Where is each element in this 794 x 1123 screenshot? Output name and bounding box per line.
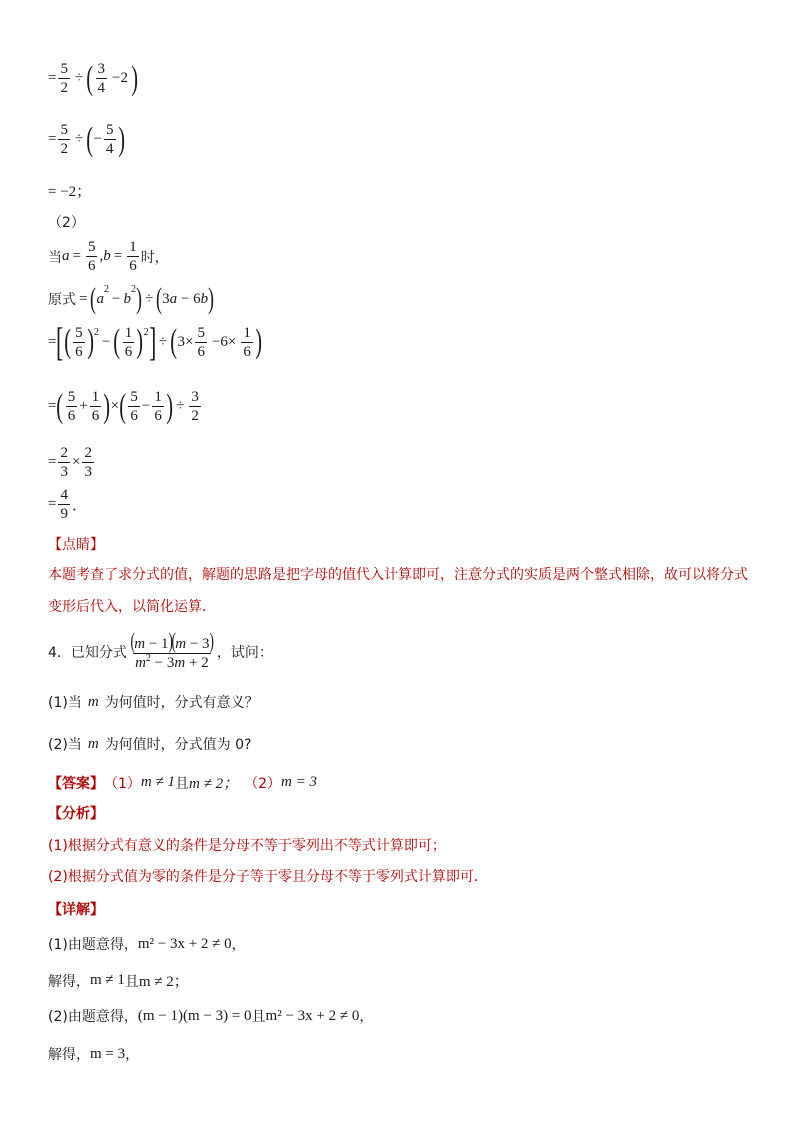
minus-sign: − [101, 333, 111, 350]
period: ． [71, 498, 87, 514]
paren-close: ) [131, 59, 139, 97]
question-4-part-2 [48, 734, 251, 754]
paren-open: ( [156, 282, 163, 315]
paren-close: ) [255, 323, 262, 360]
result-text: = −2； [48, 184, 92, 200]
analysis-heading [48, 803, 104, 823]
minus-sign: − [141, 398, 151, 414]
and-text: 且 [175, 775, 189, 792]
divide-sign: ÷ [74, 70, 84, 86]
var-a: a [62, 248, 70, 264]
step-line-3 [48, 180, 91, 201]
equals-sign: = [48, 333, 57, 350]
times-sign: × [110, 398, 120, 414]
detail-1 [48, 934, 246, 954]
step-line-4 [48, 319, 262, 364]
when-prefix: 当 [48, 249, 62, 266]
section-heading: 【点睛】 [48, 537, 104, 553]
paren-close: ) [166, 387, 173, 425]
fraction: $\frac{5}{6}$ [197, 324, 205, 360]
original-expression-line [48, 284, 214, 314]
answer-label: （2） [244, 775, 281, 792]
exponent: 2 [143, 326, 149, 338]
fraction: $\frac{3}{4}$ [97, 61, 106, 96]
equals-sign: = [113, 248, 123, 264]
and-text: 且 [251, 1009, 266, 1025]
minus-sign: − [93, 131, 102, 147]
minus-sign: − [111, 290, 121, 307]
detail-math: m = 3 [90, 1045, 126, 1062]
step-line-5 [48, 388, 203, 425]
detail-label: (2)由题意得， [48, 1009, 138, 1025]
question-4 [48, 630, 273, 674]
paren-open: ( [64, 323, 71, 360]
fraction: $\frac{1}{6}$ [243, 324, 251, 360]
punct: ， [359, 1009, 374, 1025]
step-line-1 [48, 60, 138, 97]
term: a [96, 290, 104, 307]
analysis-text: (1)根据分式有意义的条件是分母不等于零列出不等式计算即可； [48, 838, 446, 854]
and-text: 且 [124, 973, 139, 990]
paren-open: ( [113, 323, 121, 360]
plus-sign: + [79, 398, 88, 414]
var-m: m [87, 735, 99, 752]
fraction: $\frac{1}{6}$ [154, 389, 162, 424]
equals-sign: = [79, 290, 88, 307]
fraction: $\frac{1}{6}$ [129, 239, 137, 274]
fraction: $\frac{5}{6}$ [75, 324, 83, 360]
detail-math: m² − 3x + 2 ≠ 0 [137, 935, 232, 952]
equals-sign: = [48, 70, 57, 86]
original-label: 原式 [48, 292, 76, 308]
term: b [123, 290, 131, 307]
detail-label: (1)由题意得， [48, 937, 138, 953]
answer-math: m = 3 [281, 774, 317, 790]
detail-math: m ≠ 1 [90, 972, 125, 988]
divide-sign: ÷ [144, 290, 154, 307]
equals-sign: = [72, 248, 81, 264]
divide-sign: ÷ [74, 131, 84, 147]
paren-close: ) [135, 282, 142, 315]
fraction: $\frac{4}{9}$ [60, 487, 68, 522]
detail-math: m² − 3x + 2 ≠ 0 [265, 1007, 360, 1024]
dianjing-text-2 [48, 596, 216, 616]
exponent: 2 [103, 283, 109, 295]
section-heading: 【分析】 [48, 806, 104, 822]
question-4-part-1 [48, 692, 259, 712]
paren-open: ( [170, 323, 178, 360]
step-line-2 [48, 121, 125, 158]
part-label-2 [48, 212, 85, 232]
punct: ， [231, 937, 246, 953]
question-prefix: 4．已知分式 [48, 645, 127, 661]
question-fraction: $\frac{(m - 1)(m - 3)}{m^2 - 3m + 2}$ [129, 630, 215, 674]
note-text: 变形后代入，以简化运算． [48, 599, 216, 615]
answer-math: m ≠ 1 [140, 774, 175, 790]
fraction: $\frac{3}{2}$ [191, 389, 199, 424]
paren-close: ) [117, 120, 125, 158]
fraction: $\frac{5}{2}$ [60, 61, 68, 96]
question-text: 为何值时，分式有意义？ [104, 695, 259, 711]
paren-open: ( [86, 120, 94, 158]
step-line-6 [48, 444, 96, 481]
paren-close: ) [86, 323, 94, 360]
fraction: $\frac{1}{6}$ [91, 389, 100, 424]
detail-2 [48, 970, 189, 991]
comma: , [99, 248, 104, 264]
detail-label: 解得， [48, 1047, 90, 1063]
detail-label: 解得， [48, 973, 90, 990]
equals-sign: = [48, 496, 57, 512]
paren-close: ) [103, 387, 111, 425]
detail-4 [48, 1044, 139, 1064]
detail-math: (m − 1)(m − 3) = 0 [137, 1007, 252, 1024]
exponent: 2 [130, 283, 136, 295]
analysis-1 [48, 835, 446, 855]
fraction: $\frac{1}{6}$ [124, 324, 133, 360]
punct: ， [125, 1047, 140, 1063]
divide-sign: ÷ [176, 398, 185, 414]
question-text: 为何值时，分式值为 0? [104, 737, 252, 753]
paren-close: ) [208, 282, 215, 315]
when-suffix: 时， [140, 249, 169, 266]
answer-heading: 【答案】 [48, 775, 104, 792]
var-m: m [87, 693, 99, 710]
paren-open: ( [119, 387, 127, 425]
dianjing-heading [48, 534, 104, 554]
fraction: $\frac{2}{3}$ [84, 445, 92, 480]
minus-sign: −6× [211, 333, 237, 350]
var-b: b [103, 248, 111, 264]
exponent: 2 [93, 326, 99, 338]
detail-3 [48, 1006, 373, 1026]
times-sign: × [71, 454, 81, 470]
condition-line [48, 238, 169, 275]
step-line-7 [48, 486, 87, 523]
bracket-open: [ [56, 319, 64, 364]
detail-math: m ≠ 2； [138, 974, 189, 990]
equals-sign: = [48, 131, 57, 147]
fraction: $\frac{5}{6}$ [87, 239, 96, 274]
answer-line [48, 772, 317, 793]
note-text: 本题考查了求分式的值，解题的思路是把字母的值代入计算即可，注意分式的实质是两个整式相除，故可以将分式 [48, 567, 748, 583]
fraction: $\frac{5}{6}$ [130, 389, 138, 424]
minus-sign: −2 [112, 70, 128, 86]
fraction: $\frac{5}{2}$ [60, 122, 68, 157]
term: 3× [177, 333, 194, 350]
part-label: （2） [48, 215, 85, 231]
paren-open: ( [56, 387, 64, 425]
answer-math: m ≠ 2； [189, 776, 239, 792]
fraction: $\frac{5}{6}$ [67, 389, 76, 424]
fraction: $\frac{2}{3}$ [60, 445, 68, 480]
paren-open: ( [90, 282, 97, 315]
divide-sign: ÷ [158, 333, 168, 350]
analysis-2 [48, 866, 488, 886]
paren-open: ( [86, 59, 94, 97]
bracket-close: ] [148, 319, 156, 364]
detail-heading [48, 899, 104, 919]
answer-label: （1） [104, 775, 141, 792]
dianjing-text-1 [48, 564, 748, 584]
equals-sign: = [48, 454, 57, 470]
question-suffix: ，试问： [216, 645, 273, 661]
part-label: (1)当 [48, 695, 82, 711]
analysis-text: (2)根据分式值为零的条件是分子等于零且分母不等于零列式计算即可． [48, 869, 488, 885]
fraction: $\frac{5}{4}$ [106, 122, 114, 157]
equals-sign: = [48, 398, 57, 414]
paren-close: ) [136, 323, 144, 360]
term: 3a − 6b [162, 290, 209, 307]
section-heading: 【详解】 [48, 902, 104, 918]
part-label: (2)当 [48, 737, 82, 753]
